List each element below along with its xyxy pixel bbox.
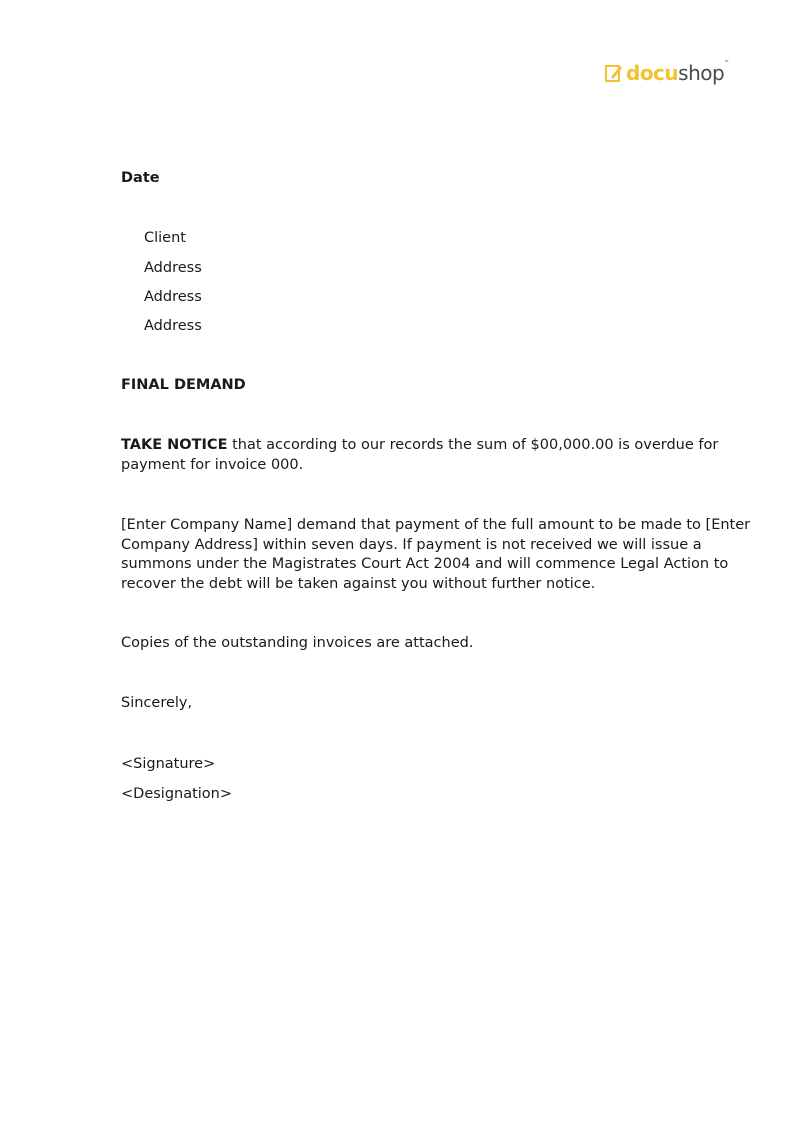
logo-wordmark bbox=[626, 60, 729, 85]
recipient-address-1: Address bbox=[144, 260, 202, 276]
demand-line-3: summons under the Magistrates Court Act 2004 and will commence Legal Action to bbox=[121, 556, 729, 572]
logo-brand-docu: docu bbox=[626, 61, 679, 85]
demand-line-2: Company Address] within seven days. If payment is not received we will issue a bbox=[121, 536, 702, 553]
letter-heading: FINAL DEMAND bbox=[121, 377, 246, 393]
pencil-paper-icon bbox=[604, 63, 624, 83]
closing: Sincerely, bbox=[121, 695, 193, 711]
recipient-address-3: Address bbox=[144, 318, 202, 334]
notice-paragraph bbox=[121, 436, 761, 475]
designation-placeholder: <Designation> bbox=[121, 786, 233, 802]
demand-paragraph bbox=[121, 516, 761, 594]
recipient-client: Client bbox=[144, 230, 186, 246]
demand-line-1: [Enter Company Name] demand that payment of the full amount to be made to [Enter bbox=[121, 517, 751, 533]
date-label: Date bbox=[121, 170, 160, 186]
recipient-address-2: Address bbox=[144, 289, 202, 305]
signature-placeholder: <Signature> bbox=[121, 756, 216, 772]
notice-line-1-text: that according to our records the sum of $00,000.00 is overdue for bbox=[227, 437, 719, 453]
demand-line-4: recover the debt will be taken against you without further notice. bbox=[121, 575, 596, 592]
logo-trademark: ™ bbox=[724, 60, 729, 66]
attachments-note: Copies of the outstanding invoices are attached. bbox=[121, 635, 474, 651]
notice-line-1 bbox=[121, 436, 761, 456]
notice-lead: TAKE NOTICE bbox=[121, 437, 228, 453]
docushop-logo bbox=[604, 60, 729, 86]
notice-line-2: payment for invoice 000. bbox=[121, 456, 304, 473]
logo-brand-shop: shop bbox=[678, 61, 725, 85]
